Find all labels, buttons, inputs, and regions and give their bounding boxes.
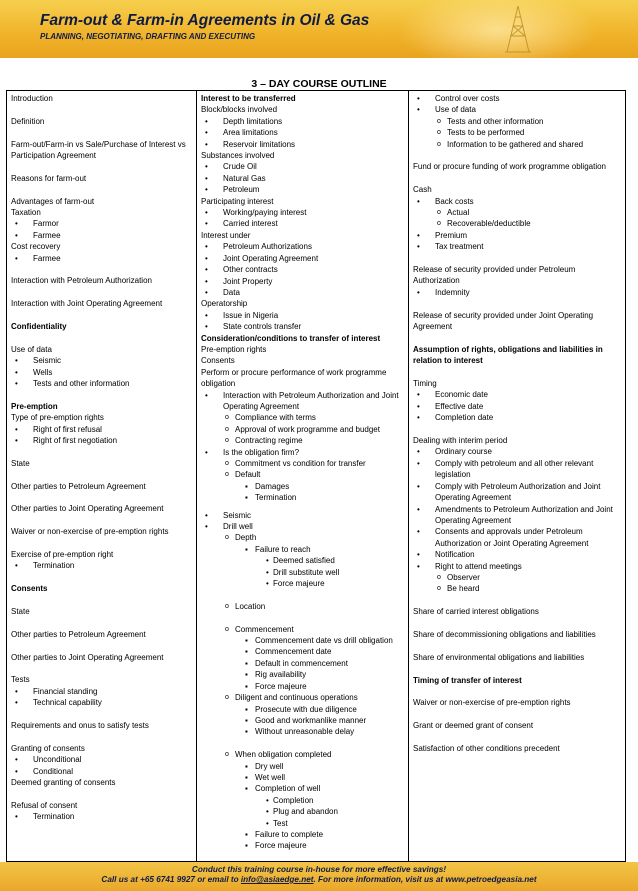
footer-promo: Conduct this training course in-house for more effective savings! [191, 865, 447, 874]
outline-bullet-item: • Right of first refusal [11, 424, 192, 435]
outline-item: Other parties to Joint Operating Agreement [11, 652, 164, 662]
outline-bullet-item: o Diligent and continuous operations [201, 692, 404, 703]
spacer [413, 686, 621, 697]
outline-item: Cash [413, 185, 432, 195]
outline-bullet-item: ▪ Without unreasonable delay [201, 726, 404, 737]
spacer [413, 595, 621, 606]
outline-bullet-item: ▪ Force majeure [201, 840, 404, 851]
outline-bullet-item: • Right to attend meetings [413, 561, 621, 572]
spacer [413, 709, 621, 720]
outline-bullet-item: • Deemed satisfied [201, 555, 404, 566]
outline-bullet-item: • Plug and abandon [201, 806, 404, 817]
spacer [11, 788, 192, 799]
outline-item: Timing [413, 379, 437, 389]
outline-bullet-item: • Farmor [11, 218, 192, 229]
outline-bullet-item: ▪ Commencement date vs drill obligation [201, 635, 404, 646]
outline-bullet-item: • Economic date [413, 389, 621, 400]
section-heading: Pre-emption [11, 401, 58, 411]
outline-item: Share of carried interest obligations [413, 607, 539, 617]
outline-bullet-item: o Contracting regime [201, 435, 404, 446]
outline-bullet-item: • Unconditional [11, 754, 192, 765]
outline-bullet-item: • Termination [11, 560, 192, 571]
outline-item: Other parties to Petroleum Agreement [11, 629, 146, 639]
outline-bullet-item: o Depth [201, 532, 404, 543]
footer-contact [0, 875, 638, 884]
spacer [413, 367, 621, 378]
outline-item: Release of security provided under Petroleum Authorization [413, 265, 576, 286]
outline-bullet-item: • Wells [11, 367, 192, 378]
outline-bullet-item: o Default [201, 469, 404, 480]
outline-bullet-item: • State controls transfer [201, 321, 404, 332]
outline-column-1 [7, 91, 197, 861]
outline-item: Release of security provided under Joint Operating Agreement [413, 310, 594, 332]
outline-bullet-item: ▪ Prosecute with due diligence [201, 704, 404, 715]
outline-bullet-item: • Right of first negotiation [11, 435, 192, 446]
outline-column-2 [197, 91, 409, 861]
section-heading: Timing of transfer of interest [413, 675, 522, 685]
outline-item: Granting of consents [11, 743, 85, 753]
outline-bullet-item: • Drill well [201, 521, 404, 532]
header-banner [0, 0, 638, 58]
outline-bullet-item: • Joint Property [201, 276, 404, 287]
outline-bullet-item: • Financial standing [11, 686, 192, 697]
outline-bullet-item: • Tax treatment [413, 241, 621, 252]
outline-item: Substances involved [201, 151, 275, 161]
section-heading: Assumption of rights, obligations and liabilities in relation to interest [413, 344, 603, 366]
section-heading: Interest to be transferred [201, 94, 296, 103]
outline-bullet-item: • Amendments to Petroleum Authorization and Joint Operating Agreement [413, 504, 621, 527]
outline-column-3 [409, 91, 625, 861]
spacer [201, 738, 404, 749]
outline-bullet-item: • Completion date [413, 412, 621, 423]
outline-item: Waiver or non-exercise of pre-emption rights [11, 527, 169, 537]
email-link[interactable]: info@asiaedge.net [240, 875, 314, 884]
outline-bullet-item: • Force majeure [201, 578, 404, 589]
outline-bullet-item: • Reservoir limitations [201, 139, 404, 150]
outline-bullet-item: o Tests to be performed [413, 127, 621, 138]
outline-item: Other parties to Petroleum Agreement [11, 481, 146, 491]
outline-bullet-item: • Area limitations [201, 127, 404, 138]
section-heading: Consents [11, 584, 48, 594]
oil-derrick-icon [503, 4, 533, 54]
outline-bullet-item: • Indemnity [413, 287, 621, 298]
outline-item: Taxation [11, 208, 41, 217]
outline-bullet-item: • Natural Gas [201, 173, 404, 184]
spacer [11, 264, 192, 275]
outline-bullet-item: o When obligation completed [201, 749, 404, 760]
spacer [201, 612, 404, 623]
outline-bullet-item: o Actual [413, 207, 621, 218]
spacer [413, 663, 621, 674]
outline-item: Cost recovery [11, 242, 61, 252]
outline-item: Interaction with Joint Operating Agreement [11, 299, 163, 309]
outline-item: Requirements and onus to satisfy tests [11, 721, 149, 731]
outline-bullet-item: • Consents and approvals under Petroleum Authorization or Joint Operating Agreement [413, 526, 621, 549]
outline-bullet-item: • Data [201, 287, 404, 298]
outline-bullet-item: • Carried interest [201, 218, 404, 229]
outline-item: Perform or procure performance of work programme obligation [201, 367, 387, 389]
outline-bullet-item: ▪ Force majeure [201, 681, 404, 692]
banner-glow [398, 0, 598, 58]
spacer [413, 732, 621, 743]
outline-item: Type of pre-emption rights [11, 413, 104, 423]
spacer [413, 150, 621, 161]
course-title: Farm-out & Farm-in Agreements in Oil & Gas [40, 12, 370, 29]
outline-item: Farm-out/Farm-in vs Sale/Purchase of Interest vs Participation Agreement [11, 139, 186, 160]
outline-bullet-item: • Working/paying interest [201, 207, 404, 218]
footer-banner [0, 862, 638, 891]
outline-bullet-item: • Back costs [413, 196, 621, 207]
outline-item: Waiver or non-exercise of pre-emption rights [413, 698, 571, 708]
outline-item: Other parties to Joint Operating Agreement [11, 504, 164, 514]
outline-bullet-item: • Premium [413, 230, 621, 241]
outline-item: Advantages of farm-out [11, 196, 95, 206]
outline-bullet-item: • Completion [201, 795, 404, 806]
spacer [11, 538, 192, 549]
spacer [11, 446, 192, 457]
outline-item: Block/blocks involved [201, 105, 278, 115]
outline-bullet-item: • Use of data [413, 104, 621, 115]
outline-bullet-item: • Farmee [11, 253, 192, 264]
spacer [11, 492, 192, 503]
outline-item: Interaction with Petroleum Authorization [11, 276, 152, 286]
outline-item: State [11, 607, 30, 617]
outline-item: Satisfaction of other conditions precedent [413, 743, 560, 753]
outline-item: Interest under [201, 230, 251, 240]
section-heading: Confidentiality [11, 322, 67, 332]
spacer [11, 572, 192, 583]
outline-bullet-item: • Notification [413, 549, 621, 560]
outline-bullet-item: • Is the obligation firm? [201, 447, 404, 458]
spacer [11, 617, 192, 628]
spacer [413, 424, 621, 435]
spacer [11, 515, 192, 526]
outline-bullet-item: • Interaction with Petroleum Authorization and Joint Operating Agreement [201, 390, 404, 413]
outline-item: Introduction [11, 94, 53, 103]
spacer [413, 298, 621, 309]
outline-item: Consents [201, 356, 235, 366]
outline-bullet-item: ▪ Failure to reach [201, 544, 404, 555]
outline-bullet-item: • Conditional [11, 766, 192, 777]
spacer [11, 332, 192, 343]
outline-item: Exercise of pre-emption right [11, 550, 114, 560]
section-heading: Consideration/conditions to transfer of interest [201, 333, 381, 343]
spacer [413, 173, 621, 184]
outline-bullet-item: • Other contracts [201, 264, 404, 275]
outline-bullet-item: o Observer [413, 572, 621, 583]
outline-item: Tests [11, 675, 30, 685]
outline-bullet-item: • Effective date [413, 401, 621, 412]
spacer [11, 287, 192, 298]
outline-item: Share of environmental obligations and liabilities [413, 652, 585, 662]
outline-bullet-item: • Seismic [11, 355, 192, 366]
outline-bullet-item: ▪ Termination [201, 492, 404, 503]
spacer [11, 127, 192, 138]
outline-item: Reasons for farm-out [11, 173, 87, 183]
outline-item: Pre-emption rights [201, 344, 267, 354]
outline-bullet-item: • Issue in Nigeria [201, 310, 404, 321]
outline-item: Fund or procure funding of work programme obligation [413, 162, 606, 172]
outline-item: Operatorship [201, 299, 248, 309]
outline-bullet-item: • Ordinary course [413, 446, 621, 457]
spacer [413, 640, 621, 651]
outline-bullet-item: o Information to be gathered and shared [413, 139, 621, 150]
spacer [11, 731, 192, 742]
outline-item: Dealing with interim period [413, 436, 508, 446]
footer-contact-prefix: Call us at +65 6741 9927 or email to [101, 875, 241, 884]
outline-bullet-item: ▪ Commencement date [201, 646, 404, 657]
outline-bullet-item: • Petroleum Authorizations [201, 241, 404, 252]
outline-bullet-item: • Seismic [201, 510, 404, 521]
spacer [413, 332, 621, 343]
spacer [11, 161, 192, 172]
spacer [11, 184, 192, 195]
outline-item: Participating interest [201, 196, 274, 206]
outline-item: Grant or deemed grant of consent [413, 721, 534, 731]
outline-bullet-item: • Technical capability [11, 697, 192, 708]
spacer [413, 618, 621, 629]
outline-bullet-item: ▪ Damages [201, 481, 404, 492]
outline-bullet-item: ▪ Failure to complete [201, 829, 404, 840]
spacer [11, 663, 192, 674]
outline-item: Deemed granting of consents [11, 778, 116, 788]
outline-item: State [11, 458, 30, 468]
outline-bullet-item: o Commitment vs condition for transfer [201, 458, 404, 469]
outline-bullet-item: • Comply with petroleum and all other relevant legislation [413, 458, 621, 481]
spacer [11, 104, 192, 115]
outline-bullet-item: ▪ Dry well [201, 761, 404, 772]
outline-bullet-item: ▪ Wet well [201, 772, 404, 783]
footer-contact-suffix: . For more information, visit us at www.petroedgeasia.net [313, 875, 537, 884]
course-subtitle: PLANNING, NEGOTIATING, DRAFTING AND EXECUTING [40, 32, 256, 41]
outline-bullet-item: • Drill substitute well [201, 567, 404, 578]
outline-bullet-item: • Control over costs [413, 93, 621, 104]
outline-bullet-item: • Test [201, 818, 404, 829]
spacer [11, 709, 192, 720]
outline-bullet-item: o Commencement [201, 624, 404, 635]
outline-bullet-item: ▪ Good and workmanlike manner [201, 715, 404, 726]
outline-bullet-item: • Joint Operating Agreement [201, 253, 404, 264]
outline-bullet-item: • Farmee [11, 230, 192, 241]
spacer [11, 640, 192, 651]
outline-bullet-item: o Be heard [413, 583, 621, 594]
outline-bullet-item: o Location [201, 601, 404, 612]
outline-bullet-item: o Recoverable/deductible [413, 218, 621, 229]
outline-bullet-item: • Tests and other information [11, 378, 192, 389]
outline-bullet-item: ▪ Rig availability [201, 669, 404, 680]
outline-bullet-item: • Petroleum [201, 184, 404, 195]
spacer [11, 469, 192, 480]
outline-item: Definition [11, 116, 45, 126]
outline-title: 3 – DAY COURSE OUTLINE [251, 78, 387, 90]
spacer [413, 253, 621, 264]
outline-item: Share of decommissioning obligations and liabilities [413, 629, 596, 639]
outline-bullet-item: • Comply with Petroleum Authorization and Joint Operating Agreement [413, 481, 621, 504]
outline-bullet-item: o Tests and other information [413, 116, 621, 127]
outline-bullet-item: • Crude Oil [201, 161, 404, 172]
outline-bullet-item: • Depth limitations [201, 116, 404, 127]
outline-item: Use of data [11, 344, 52, 354]
outline-table [6, 90, 626, 862]
spacer [201, 589, 404, 600]
outline-bullet-item: o Approval of work programme and budget [201, 424, 404, 435]
outline-item: Refusal of consent [11, 800, 78, 810]
spacer [11, 310, 192, 321]
outline-bullet-item: • Termination [11, 811, 192, 822]
spacer [11, 389, 192, 400]
outline-bullet-item: o Compliance with terms [201, 412, 404, 423]
outline-bullet-item: ▪ Default in commencement [201, 658, 404, 669]
outline-bullet-item: ▪ Completion of well [201, 783, 404, 794]
spacer [11, 595, 192, 606]
